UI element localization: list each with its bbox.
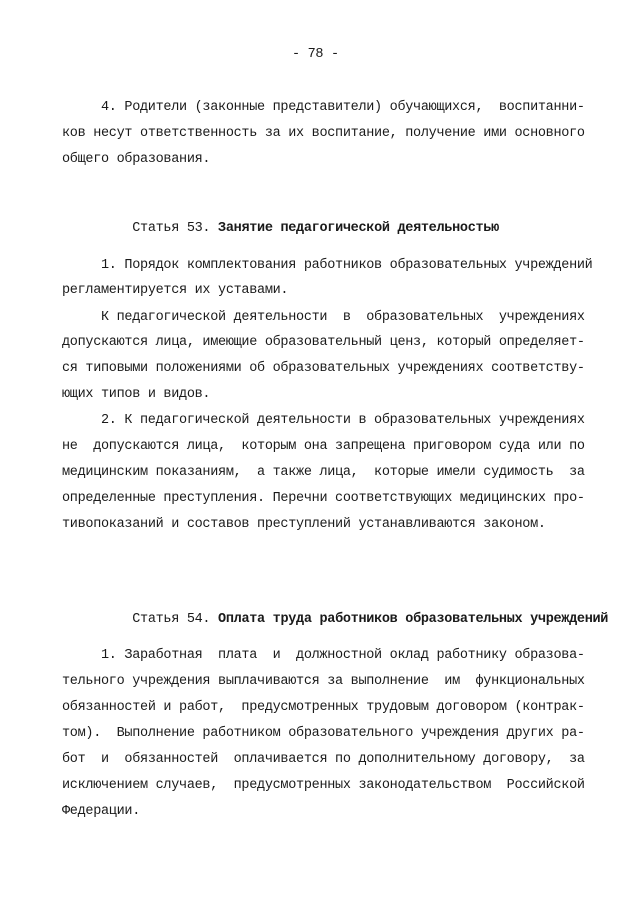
- article-53-title: Занятие педагогической деятельностью: [218, 221, 499, 236]
- art53-p3-line-2: не допускаются лица, которым она запрещена приговором суда или по: [62, 439, 585, 454]
- art53-p1-line-1: 1. Порядок комплектования работников образовательных учреждений: [101, 258, 593, 273]
- art54-p1-line-6: исключением случаев, предусмотренных законодательством Российской: [62, 778, 585, 793]
- art53-p2-line-1: К педагогической деятельности в образовательных учреждениях: [101, 310, 585, 325]
- article-53-heading: [101, 205, 499, 253]
- art54-p1-line-3: обязанностей и работ, предусмотренных трудовым договором (контрак-: [62, 700, 585, 715]
- article-54-heading: [101, 596, 608, 644]
- para1-line-2: ков несут ответственность за их воспитание, получение ими основного: [62, 126, 585, 141]
- article-53-prefix: Статья 53.: [132, 221, 211, 236]
- art53-p1-line-2: регламентируется их уставами.: [62, 283, 289, 298]
- art53-p3-line-1: 2. К педагогической деятельности в образовательных учреждениях: [101, 413, 585, 428]
- art54-p1-line-7: Федерации.: [62, 804, 141, 819]
- article-54-title: Оплата труда работников образовательных учреждений: [218, 612, 609, 627]
- art54-p1-line-5: бот и обязанностей оплачивается по дополнительному договору, за: [62, 752, 585, 767]
- art53-p3-line-3: медицинским показаниям, а также лица, которые имели судимость за: [62, 465, 585, 480]
- para1-line-1: 4. Родители (законные представители) обучающихся, воспитанни-: [101, 100, 585, 115]
- art53-p3-line-4: определенные преступления. Перечни соответствующих медицинских про-: [62, 491, 585, 506]
- art53-p2-line-4: ющих типов и видов.: [62, 387, 211, 402]
- art53-p2-line-2: допускаются лица, имеющие образовательный ценз, который определяет-: [62, 335, 585, 350]
- art54-p1-line-4: том). Выполнение работником образовательного учреждения других ра-: [62, 726, 585, 741]
- art54-p1-line-1: 1. Заработная плата и должностной оклад работнику образова-: [101, 648, 585, 663]
- art54-p1-line-2: тельного учреждения выплачиваются за выполнение им функциональных: [62, 674, 585, 689]
- art53-p3-line-5: тивопоказаний и составов преступлений устанавливаются законом.: [62, 517, 546, 532]
- para1-line-3: общего образования.: [62, 152, 211, 167]
- article-54-prefix: Статья 54.: [132, 612, 211, 627]
- page-number: - 78 -: [292, 47, 339, 62]
- art53-p2-line-3: ся типовыми положениями об образовательных учреждениях соответству-: [62, 361, 585, 376]
